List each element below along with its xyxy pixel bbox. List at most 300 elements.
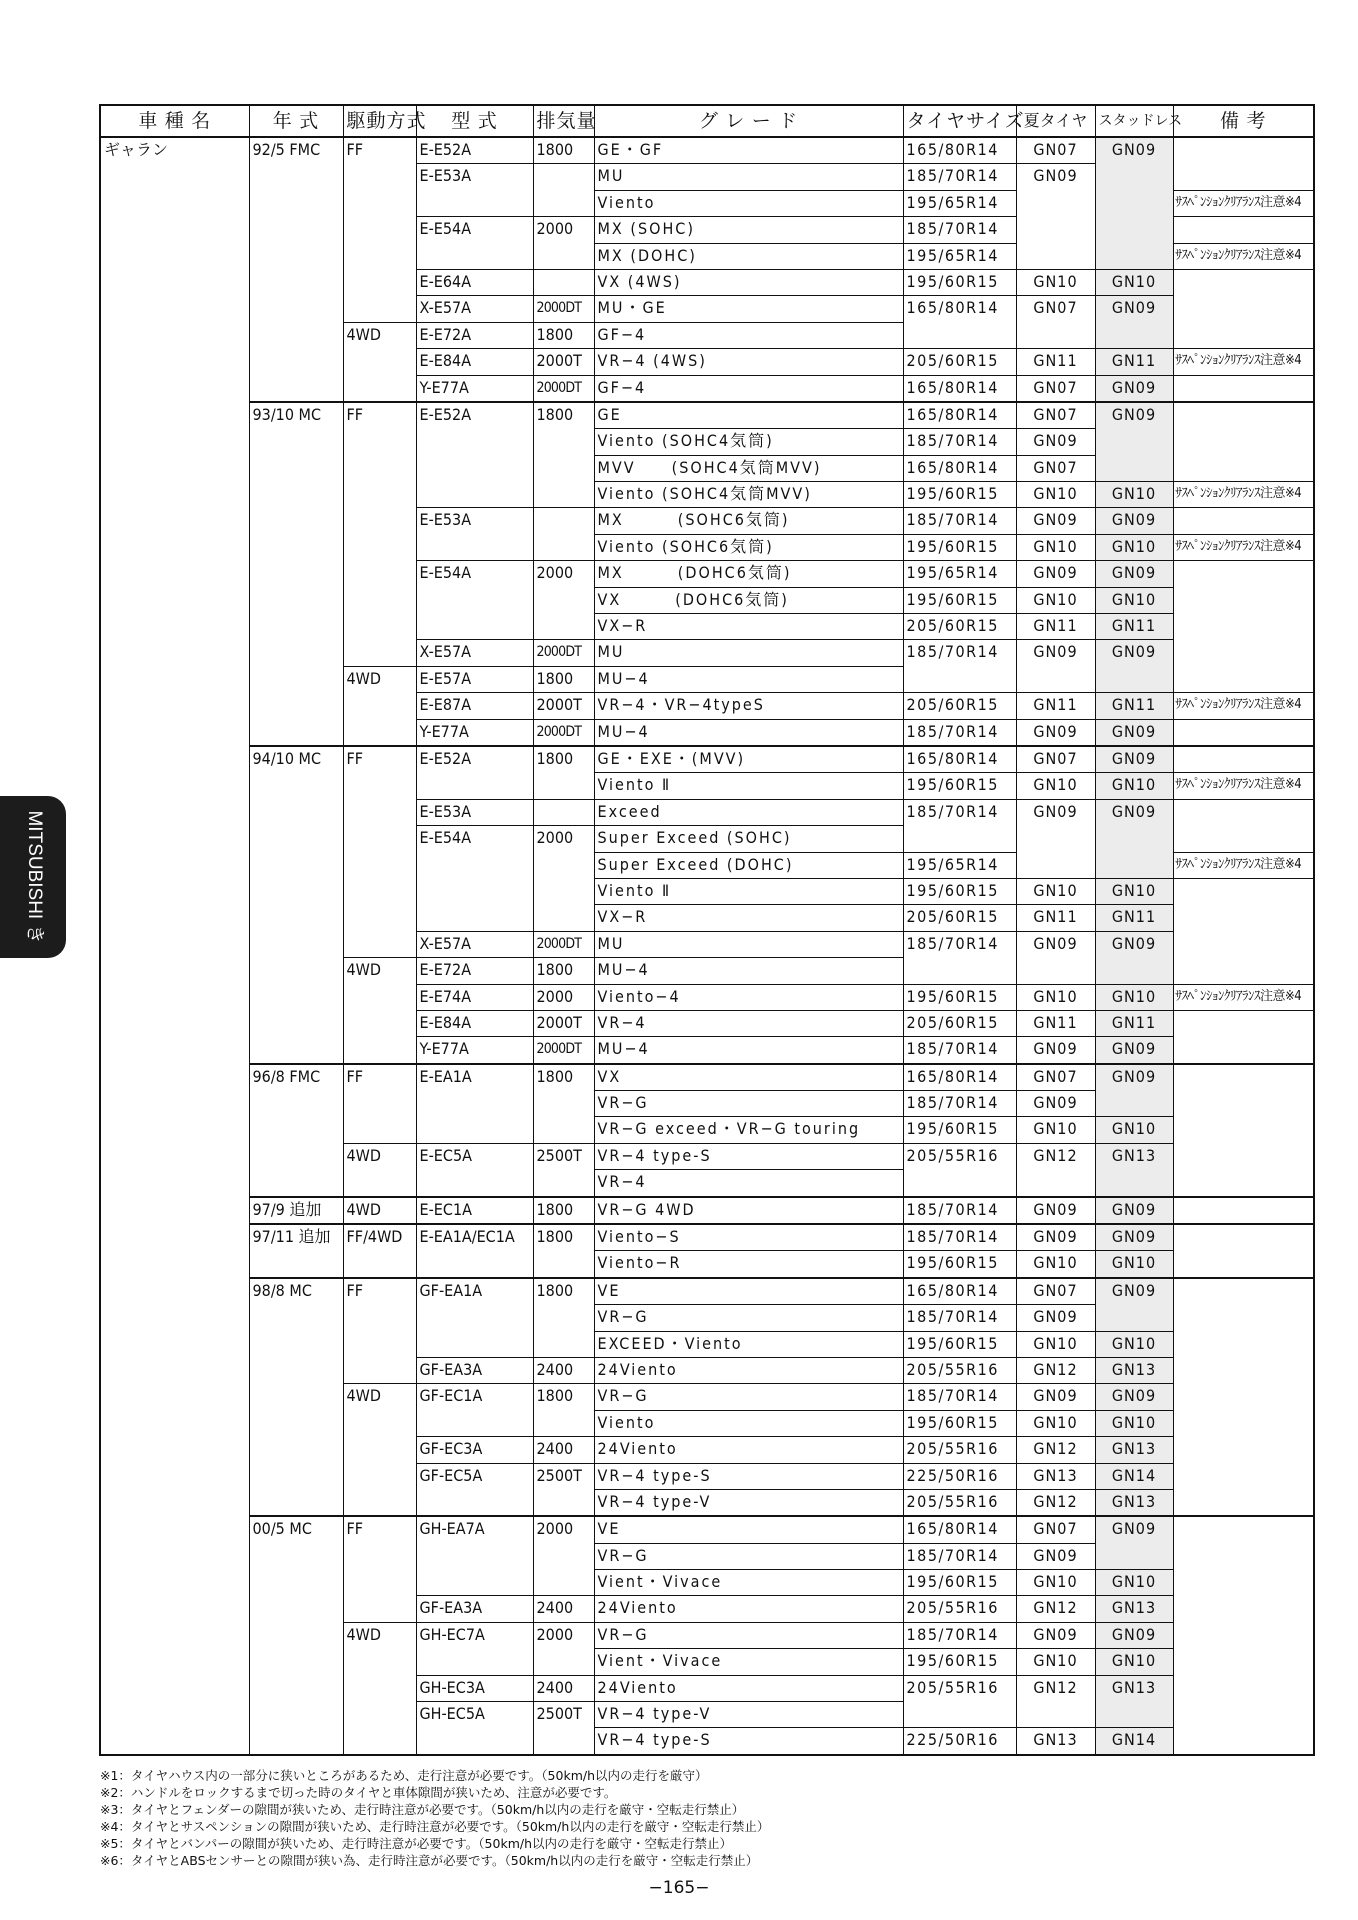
year-cell: 98/8 MC	[249, 1278, 343, 1305]
model-code-cell	[416, 429, 533, 455]
note-cell	[1173, 375, 1314, 402]
model-name-cell	[100, 1143, 249, 1169]
summer-tire-cell: GN12	[1016, 1357, 1095, 1383]
grade-cell: VE	[594, 1516, 903, 1543]
year-cell: 96/8 FMC	[249, 1064, 343, 1091]
displacement-cell	[533, 773, 594, 799]
tire-size-cell: 195/60R15	[903, 1117, 1016, 1143]
displacement-cell: 2000	[533, 1622, 594, 1648]
tire-size-cell: 165/80R14	[903, 375, 1016, 402]
note-cell	[1173, 719, 1314, 746]
grade-cell: MU−4	[594, 958, 903, 984]
grade-cell: Super Exceed (SOHC)	[594, 826, 903, 852]
summer-tire-cell: GN12	[1016, 1675, 1095, 1701]
model-name-cell	[100, 852, 249, 878]
tire-size-cell: 165/80R14	[903, 1278, 1016, 1305]
studless-cell: GN09	[1095, 1516, 1173, 1543]
note-cell	[1173, 958, 1314, 984]
table-row	[100, 1728, 1314, 1755]
year-cell	[249, 587, 343, 613]
model-code-cell: GH-EC7A	[416, 1622, 533, 1648]
tire-size-cell: 195/60R15	[903, 1251, 1016, 1278]
displacement-cell	[533, 534, 594, 560]
note-cell	[1173, 1410, 1314, 1436]
displacement-cell: 2400	[533, 1675, 594, 1701]
model-code-cell: Y-E77A	[416, 375, 533, 402]
model-code-cell: E-EC5A	[416, 1143, 533, 1169]
model-code-cell: GF-EC1A	[416, 1384, 533, 1410]
grade-cell: 24Viento	[594, 1596, 903, 1622]
displacement-cell	[533, 614, 594, 640]
grade-cell: MU−4	[594, 719, 903, 746]
drive-cell	[343, 1489, 416, 1516]
summer-tire-cell: GN09	[1016, 931, 1095, 957]
studless-cell: GN09	[1095, 137, 1173, 164]
note-cell	[1173, 561, 1314, 587]
grade-cell: VR−4 type-V	[594, 1489, 903, 1516]
displacement-cell	[533, 587, 594, 613]
model-name-cell	[100, 482, 249, 508]
grade-cell: Vient・Vivace	[594, 1570, 903, 1596]
drive-cell	[343, 1357, 416, 1383]
drive-cell	[343, 931, 416, 957]
displacement-cell	[533, 1410, 594, 1436]
drive-cell: FF	[343, 137, 416, 164]
summer-tire-cell	[1016, 852, 1095, 878]
model-code-cell: E-E54A	[416, 217, 533, 243]
footnotes	[100, 1767, 1100, 1869]
grade-cell: Viento Ⅱ	[594, 878, 903, 904]
studless-cell: GN09	[1095, 1622, 1173, 1648]
year-cell	[249, 1091, 343, 1117]
year-cell	[249, 1463, 343, 1489]
model-code-cell	[416, 1489, 533, 1516]
summer-tire-cell: GN11	[1016, 614, 1095, 640]
year-cell	[249, 1410, 343, 1436]
drive-cell	[343, 852, 416, 878]
drive-cell	[343, 482, 416, 508]
displacement-cell: 2500T	[533, 1702, 594, 1728]
model-code-cell	[416, 190, 533, 216]
note-cell: ｻｽﾍﾟﾝｼｮﾝｸﾘｱﾗﾝｽ注意※4	[1173, 190, 1314, 216]
model-name-cell	[100, 164, 249, 190]
year-cell	[249, 1437, 343, 1463]
grade-cell: Viento (SOHC4気筒MVV)	[594, 482, 903, 508]
summer-tire-cell	[1016, 958, 1095, 984]
year-cell	[249, 1357, 343, 1383]
model-name-cell	[100, 1596, 249, 1622]
tire-size-cell: 205/55R16	[903, 1489, 1016, 1516]
summer-tire-cell: GN10	[1016, 587, 1095, 613]
displacement-cell	[533, 455, 594, 481]
table-row	[100, 455, 1314, 481]
studless-cell: GN09	[1095, 402, 1173, 429]
note-cell	[1173, 614, 1314, 640]
displacement-cell	[533, 1570, 594, 1596]
summer-tire-cell: GN09	[1016, 1197, 1095, 1224]
note-cell	[1173, 402, 1314, 429]
grade-cell: VX	[594, 1064, 903, 1091]
table-row	[100, 1091, 1314, 1117]
drive-cell: 4WD	[343, 1384, 416, 1410]
displacement-cell: 1800	[533, 666, 594, 692]
model-name-cell	[100, 1384, 249, 1410]
summer-tire-cell: GN10	[1016, 1117, 1095, 1143]
table-row	[100, 958, 1314, 984]
table-row	[100, 1702, 1314, 1728]
drive-cell: 4WD	[343, 666, 416, 692]
header-year: 年 式	[249, 105, 343, 137]
studless-cell: GN13	[1095, 1357, 1173, 1383]
model-name-cell	[100, 1702, 249, 1728]
model-name-cell	[100, 614, 249, 640]
grade-cell: MU・GE	[594, 296, 903, 322]
model-name-cell	[100, 984, 249, 1010]
model-code-cell: GH-EC3A	[416, 1675, 533, 1701]
summer-tire-cell: GN07	[1016, 402, 1095, 429]
grade-cell: VR−4 type-V	[594, 1702, 903, 1728]
note-cell	[1173, 1037, 1314, 1064]
displacement-cell	[533, 878, 594, 904]
grade-cell: VR−G exceed・VR−G touring	[594, 1117, 903, 1143]
table-row	[100, 746, 1314, 773]
model-code-cell	[416, 1649, 533, 1675]
studless-cell	[1095, 1543, 1173, 1569]
grade-cell: VR−4 type-S	[594, 1463, 903, 1489]
table-row	[100, 322, 1314, 348]
summer-tire-cell: GN09	[1016, 164, 1095, 190]
tire-size-cell: 205/60R15	[903, 614, 1016, 640]
note-cell	[1173, 1649, 1314, 1675]
drive-cell: FF	[343, 1064, 416, 1091]
drive-cell	[343, 1117, 416, 1143]
drive-cell	[343, 243, 416, 269]
drive-cell	[343, 773, 416, 799]
displacement-cell	[533, 508, 594, 534]
summer-tire-cell: GN12	[1016, 1596, 1095, 1622]
model-code-cell	[416, 1305, 533, 1331]
model-code-cell: Y-E77A	[416, 719, 533, 746]
grade-cell: VR−4・VR−4typeS	[594, 693, 903, 719]
note-cell	[1173, 1489, 1314, 1516]
grade-cell: VX (4WS)	[594, 269, 903, 295]
model-code-cell	[416, 534, 533, 560]
studless-cell	[1095, 1702, 1173, 1728]
studless-cell	[1095, 190, 1173, 216]
summer-tire-cell: GN10	[1016, 1331, 1095, 1357]
drive-cell	[343, 878, 416, 904]
model-name-cell	[100, 1170, 249, 1197]
summer-tire-cell: GN11	[1016, 1010, 1095, 1036]
grade-cell: VX−R	[594, 614, 903, 640]
year-cell	[249, 1649, 343, 1675]
tire-size-cell: 195/60R15	[903, 482, 1016, 508]
year-cell	[249, 1170, 343, 1197]
table-row	[100, 1143, 1314, 1169]
summer-tire-cell: GN09	[1016, 508, 1095, 534]
studless-cell	[1095, 666, 1173, 692]
note-cell	[1173, 1596, 1314, 1622]
year-cell	[249, 799, 343, 825]
model-name-cell	[100, 296, 249, 322]
displacement-cell: 1800	[533, 1197, 594, 1224]
table-row	[100, 1463, 1314, 1489]
tire-size-cell: 195/60R15	[903, 269, 1016, 295]
table-row	[100, 1251, 1314, 1278]
studless-cell: GN13	[1095, 1675, 1173, 1701]
model-name-cell	[100, 217, 249, 243]
studless-cell: GN09	[1095, 1224, 1173, 1251]
header-displacement: 排気量	[533, 105, 594, 137]
grade-cell: VR−G 4WD	[594, 1197, 903, 1224]
year-cell	[249, 614, 343, 640]
tire-size-cell: 205/55R16	[903, 1143, 1016, 1169]
table-row	[100, 1596, 1314, 1622]
year-cell	[249, 375, 343, 402]
studless-cell: GN09	[1095, 746, 1173, 773]
grade-cell: VR−4 (4WS)	[594, 349, 903, 375]
tire-size-cell: 205/60R15	[903, 1010, 1016, 1036]
model-code-cell: E-E72A	[416, 322, 533, 348]
grade-cell: Viento−S	[594, 1224, 903, 1251]
model-code-cell	[416, 1331, 533, 1357]
drive-cell	[343, 375, 416, 402]
displacement-cell	[533, 852, 594, 878]
grade-cell: VR−G	[594, 1305, 903, 1331]
studless-cell: GN11	[1095, 349, 1173, 375]
year-cell	[249, 666, 343, 692]
model-code-cell: Y-E77A	[416, 1037, 533, 1064]
drive-cell	[343, 164, 416, 190]
drive-cell: 4WD	[343, 958, 416, 984]
grade-cell: VE	[594, 1278, 903, 1305]
model-name-cell	[100, 1331, 249, 1357]
footnote: ※5：タイヤとバンパーの隙間が狭いため、走行時注意が必要です。（50km/h以内の走行を厳守・空転走行禁止）	[100, 1836, 733, 1851]
year-cell	[249, 878, 343, 904]
displacement-cell: 2000DT	[533, 931, 594, 957]
note-cell	[1173, 322, 1314, 348]
year-cell	[249, 508, 343, 534]
tire-size-cell: 165/80R14	[903, 296, 1016, 322]
studless-cell: GN09	[1095, 931, 1173, 957]
model-name-cell	[100, 243, 249, 269]
grade-cell: MX (DOHC6気筒)	[594, 561, 903, 587]
summer-tire-cell: GN11	[1016, 905, 1095, 931]
model-name-cell	[100, 1543, 249, 1569]
model-name-cell	[100, 1728, 249, 1755]
year-cell	[249, 1384, 343, 1410]
tire-size-cell: 205/60R15	[903, 349, 1016, 375]
summer-tire-cell: GN11	[1016, 693, 1095, 719]
grade-cell: 24Viento	[594, 1357, 903, 1383]
model-code-cell	[416, 482, 533, 508]
table-row	[100, 719, 1314, 746]
studless-cell	[1095, 1170, 1173, 1197]
tire-size-cell: 195/60R15	[903, 534, 1016, 560]
table-row	[100, 1410, 1314, 1436]
header-grade: グ レ ー ド	[594, 105, 903, 137]
note-cell	[1173, 666, 1314, 692]
note-cell	[1173, 508, 1314, 534]
model-name-cell	[100, 190, 249, 216]
drive-cell	[343, 1010, 416, 1036]
table-row	[100, 1357, 1314, 1383]
year-cell	[249, 1622, 343, 1648]
grade-cell: MX (DOHC)	[594, 243, 903, 269]
studless-cell	[1095, 164, 1173, 190]
year-cell	[249, 1702, 343, 1728]
model-code-cell: X-E57A	[416, 931, 533, 957]
note-cell	[1173, 1224, 1314, 1251]
model-name-cell	[100, 1037, 249, 1064]
note-cell	[1173, 1010, 1314, 1036]
table-row	[100, 1331, 1314, 1357]
note-cell	[1173, 1170, 1314, 1197]
drive-cell	[343, 1437, 416, 1463]
model-code-cell: X-E57A	[416, 296, 533, 322]
displacement-cell: 1800	[533, 746, 594, 773]
model-code-cell	[416, 243, 533, 269]
tire-size-cell: 165/80R14	[903, 746, 1016, 773]
table-row	[100, 243, 1314, 269]
model-code-cell	[416, 1091, 533, 1117]
tire-size-cell: 185/70R14	[903, 1543, 1016, 1569]
table-row	[100, 587, 1314, 613]
model-name-cell	[100, 640, 249, 666]
summer-tire-cell: GN12	[1016, 1437, 1095, 1463]
model-name-cell	[100, 375, 249, 402]
model-name-cell	[100, 1410, 249, 1436]
studless-cell: GN10	[1095, 1570, 1173, 1596]
model-code-cell: E-E84A	[416, 349, 533, 375]
displacement-cell: 2500T	[533, 1143, 594, 1169]
footnote: ※1：タイヤハウス内の一部分に狭いところがあるため、走行注意が必要です。（50km/h以内の走行を厳守）	[100, 1768, 708, 1783]
summer-tire-cell: GN07	[1016, 375, 1095, 402]
drive-cell	[343, 1305, 416, 1331]
year-cell	[249, 640, 343, 666]
grade-cell: VX (DOHC6気筒)	[594, 587, 903, 613]
model-code-cell	[416, 1251, 533, 1278]
year-cell	[249, 984, 343, 1010]
tire-size-cell: 185/70R14	[903, 1305, 1016, 1331]
displacement-cell	[533, 164, 594, 190]
header-tire-size: タイヤサイズ	[903, 105, 1016, 137]
studless-cell	[1095, 852, 1173, 878]
studless-cell	[1095, 1091, 1173, 1117]
model-name-cell	[100, 534, 249, 560]
summer-tire-cell: GN10	[1016, 1251, 1095, 1278]
table-row	[100, 269, 1314, 295]
summer-tire-cell	[1016, 666, 1095, 692]
displacement-cell	[533, 1728, 594, 1755]
note-cell	[1173, 640, 1314, 666]
studless-cell: GN09	[1095, 1037, 1173, 1064]
grade-cell: EXCEED・Viento	[594, 1331, 903, 1357]
tire-size-cell: 205/55R16	[903, 1437, 1016, 1463]
table-row	[100, 1037, 1314, 1064]
tire-size-cell: 185/70R14	[903, 1037, 1016, 1064]
note-cell	[1173, 1278, 1314, 1305]
year-cell	[249, 243, 343, 269]
table-row	[100, 640, 1314, 666]
model-code-cell: GF-EA3A	[416, 1596, 533, 1622]
tire-size-cell	[903, 322, 1016, 348]
model-name-cell	[100, 1437, 249, 1463]
model-code-cell: GF-EC5A	[416, 1463, 533, 1489]
grade-cell: Super Exceed (DOHC)	[594, 852, 903, 878]
table-row	[100, 931, 1314, 957]
grade-cell: VX−R	[594, 905, 903, 931]
model-code-cell	[416, 1728, 533, 1755]
table-row	[100, 1278, 1314, 1305]
model-name-cell	[100, 958, 249, 984]
grade-cell: VR−4 type-S	[594, 1143, 903, 1169]
model-code-cell: E-E52A	[416, 402, 533, 429]
summer-tire-cell: GN09	[1016, 1037, 1095, 1064]
model-code-cell	[416, 1543, 533, 1569]
model-code-cell: GF-EA3A	[416, 1357, 533, 1383]
studless-cell: GN10	[1095, 482, 1173, 508]
note-cell	[1173, 905, 1314, 931]
table-row	[100, 1649, 1314, 1675]
note-cell	[1173, 429, 1314, 455]
summer-tire-cell: GN10	[1016, 1570, 1095, 1596]
model-code-cell: E-E53A	[416, 508, 533, 534]
summer-tire-cell: GN09	[1016, 561, 1095, 587]
studless-cell: GN10	[1095, 269, 1173, 295]
model-code-cell	[416, 614, 533, 640]
tire-size-cell: 205/55R16	[903, 1596, 1016, 1622]
note-cell	[1173, 1702, 1314, 1728]
tire-size-cell: 165/80R14	[903, 402, 1016, 429]
summer-tire-cell: GN10	[1016, 773, 1095, 799]
tire-size-cell: 185/70R14	[903, 640, 1016, 666]
model-name-cell	[100, 1463, 249, 1489]
note-cell	[1173, 1064, 1314, 1091]
year-cell: 00/5 MC	[249, 1516, 343, 1543]
studless-cell: GN10	[1095, 1251, 1173, 1278]
tire-size-cell: 195/60R15	[903, 1410, 1016, 1436]
model-name-cell: ギャラン	[100, 137, 249, 164]
studless-cell: GN14	[1095, 1463, 1173, 1489]
grade-cell: MU	[594, 640, 903, 666]
drive-cell	[343, 1675, 416, 1701]
tire-size-cell: 195/65R14	[903, 852, 1016, 878]
summer-tire-cell: GN11	[1016, 349, 1095, 375]
drive-cell	[343, 1728, 416, 1755]
grade-cell: VR−G	[594, 1622, 903, 1648]
table-row	[100, 666, 1314, 692]
displacement-cell: 1800	[533, 1278, 594, 1305]
drive-cell	[343, 826, 416, 852]
note-cell	[1173, 1516, 1314, 1543]
table-row	[100, 402, 1314, 429]
drive-cell	[343, 455, 416, 481]
footnote: ※2：ハンドルをロックするまで切った時のタイヤと車体隙間が狭いため、注意が必要です。	[100, 1785, 617, 1800]
drive-cell	[343, 1251, 416, 1278]
model-code-cell: E-E53A	[416, 799, 533, 825]
year-cell	[249, 826, 343, 852]
drive-cell	[343, 534, 416, 560]
tire-size-cell: 195/60R15	[903, 878, 1016, 904]
grade-cell: Viento−R	[594, 1251, 903, 1278]
studless-cell: GN10	[1095, 773, 1173, 799]
drive-cell	[343, 587, 416, 613]
displacement-cell: 2000	[533, 561, 594, 587]
summer-tire-cell: GN09	[1016, 1622, 1095, 1648]
table-row	[100, 799, 1314, 825]
year-cell	[249, 905, 343, 931]
